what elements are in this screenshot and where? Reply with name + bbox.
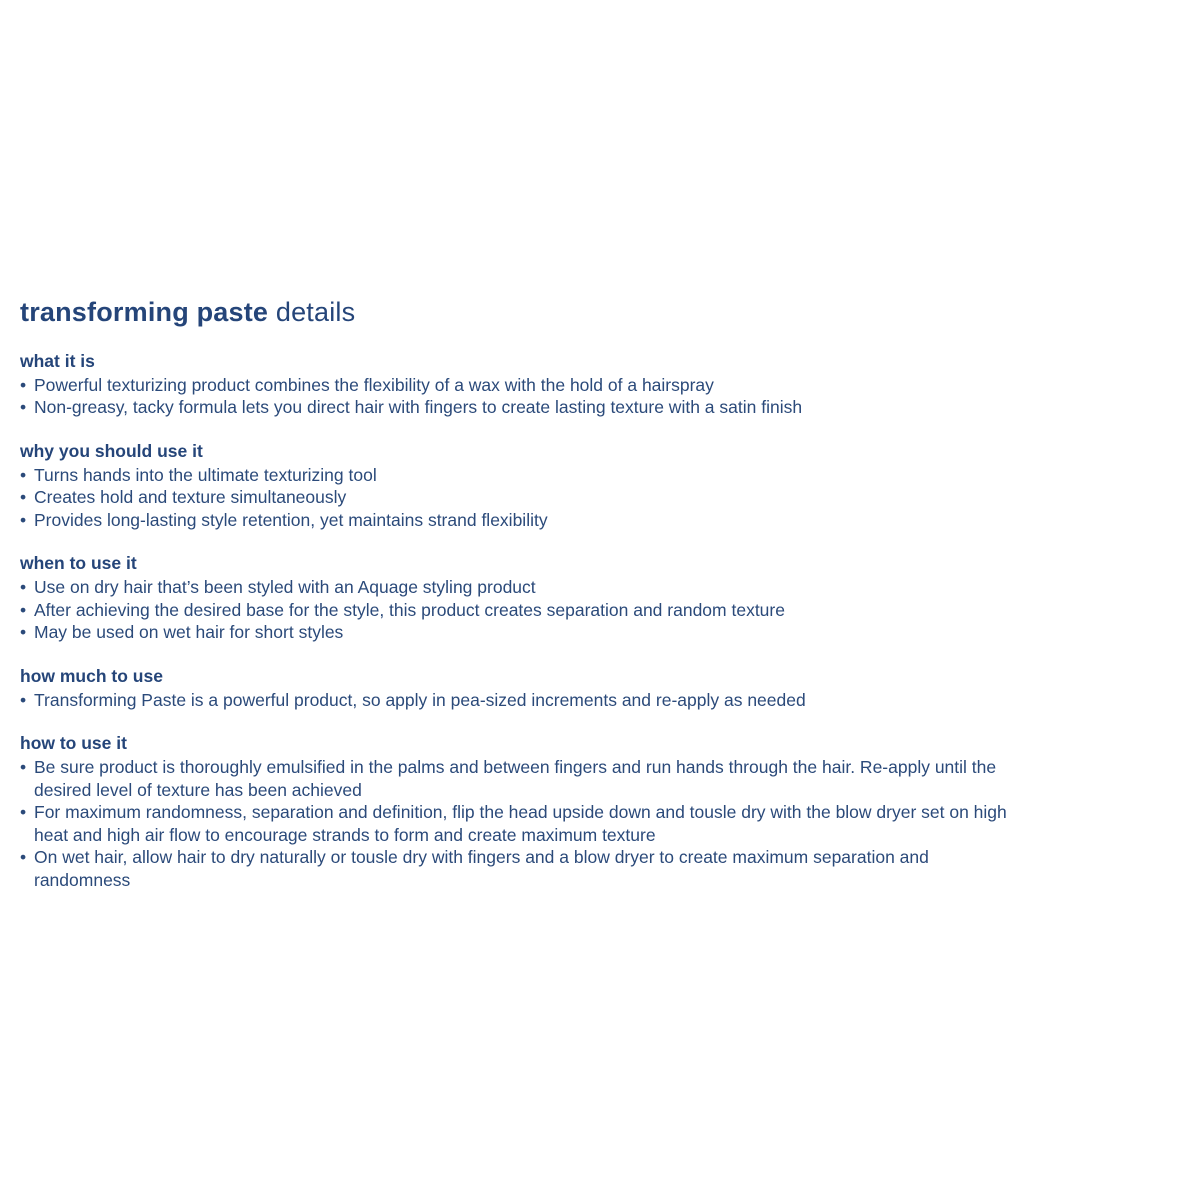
bullet-item: • Turns hands into the ultimate texturizing tool: [20, 464, 1020, 487]
section-what-it-is: [20, 350, 1020, 419]
bullet-item: • Provides long-lasting style retention, yet maintains strand flexibility: [20, 509, 1020, 532]
bullet-list: [20, 464, 1020, 532]
section-heading: what it is: [20, 350, 95, 371]
bullet-item: • Transforming Paste is a powerful product, so apply in pea-sized increments and re-apply as needed: [20, 689, 1020, 712]
bullet-list: [20, 374, 1020, 419]
section-when-to-use-it: [20, 552, 1020, 644]
bullet-item: • Creates hold and texture simultaneously: [20, 486, 1020, 509]
bullet-item: • For maximum randomness, separation and definition, flip the head upside down and tousle dry with the blow dryer set on high heat and high air flow to encourage strands to form and create maximum texture: [20, 801, 1020, 846]
bullet-item: • May be used on wet hair for short styles: [20, 621, 1020, 644]
product-name: transforming paste: [20, 297, 269, 327]
bullet-list: [20, 756, 1020, 891]
bullet-item: • Use on dry hair that’s been styled with an Aquage styling product: [20, 576, 1020, 599]
section-heading: how much to use: [20, 665, 163, 686]
title-suffix: details: [275, 297, 356, 327]
section-how-much-to-use: [20, 665, 1020, 712]
bullet-item: • Powerful texturizing product combines the flexibility of a wax with the hold of a hairspray: [20, 374, 1020, 397]
bullet-item: • Non-greasy, tacky formula lets you direct hair with fingers to create lasting texture with a satin finish: [20, 396, 1020, 419]
bullet-list: [20, 689, 1020, 712]
bullet-item: • On wet hair, allow hair to dry naturally or tousle dry with fingers and a blow dryer to create maximum separation and randomness: [20, 846, 1020, 891]
section-heading: why you should use it: [20, 440, 203, 461]
section-how-to-use-it: [20, 732, 1020, 891]
section-heading: how to use it: [20, 733, 127, 754]
bullet-item: • After achieving the desired base for the style, this product creates separation and random texture: [20, 599, 1020, 622]
bullet-item: • Be sure product is thoroughly emulsified in the palms and between fingers and run hands through the hair. Re-apply until the desired level of texture has been achieved: [20, 756, 1020, 801]
page-title: [20, 298, 1020, 328]
section-heading: when to use it: [20, 553, 137, 574]
section-why-you-should-use-it: [20, 440, 1020, 532]
bullet-list: [20, 576, 1020, 644]
